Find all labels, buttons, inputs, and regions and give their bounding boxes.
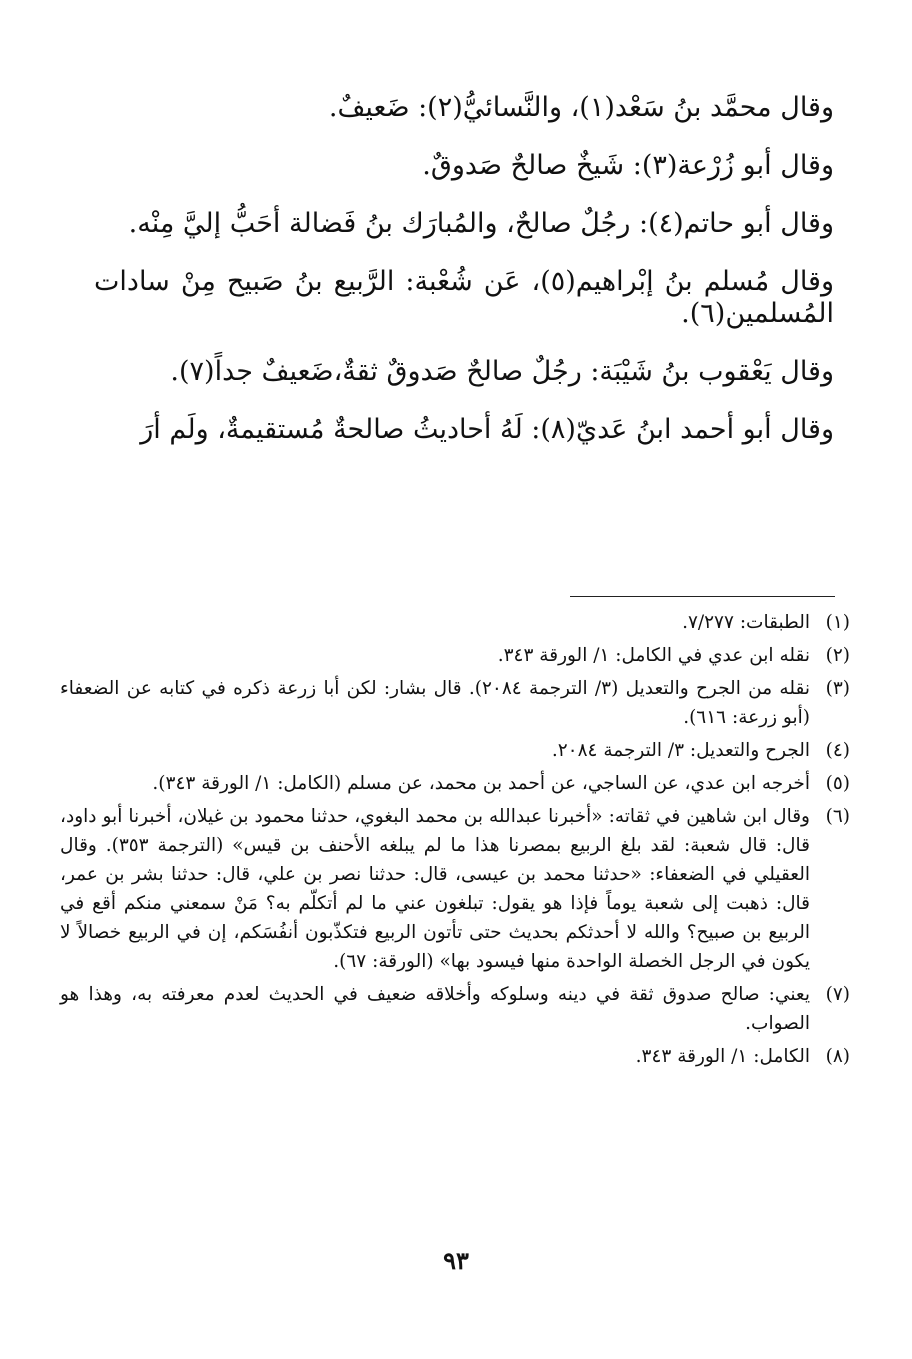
main-paragraph: وقال أبو زُرْعة(٣): شَيخٌ صالحٌ صَدوقٌ. bbox=[422, 150, 834, 181]
footnote-text: وقال ابن شاهين في ثقاته: «أخبرنا عبدالله بن محمد البغوي، حدثنا محمود بن غيلان، أخبرنا أبو داود، قال: قال شعبة: لقد بلغ الربيع بمصرنا هذا ما لم يبلغه الأحنف بن قيس» (الترجمة ٣٥٣). وقال العقيلي في الضعفاء: «حدثنا محمد بن عيسى، قال: حدثنا نصر بن علي، قال: حدثنا بشر بن عمر، قال: ذهبت إلى شعبة يوماً فإذا هو يقول: تبلغون عني ما لم أتكلّم به؟ مَنْ سمعني منكم أقع في الربيع بن صبيح؟ والله لا أحدثكم بحديث حتى تأتون الربيع فتكذّبون أنفُسَكم، إن في الربيع خصالاً لا يكون في الرجل الخصلة الواحدة منها فيسود بها» (الورقة: ٦٧). bbox=[60, 806, 810, 972]
footnote-number: (٧) bbox=[825, 984, 850, 1005]
main-paragraph: وقال يَعْقوب بنُ شَيْبَة: رجُلٌ صالحٌ صَدوقٌ ثقةٌ،ضَعيفٌ جداً(٧). bbox=[170, 356, 834, 387]
footnote-divider bbox=[570, 596, 835, 597]
footnote-text: الطبقات: ٧/٢٧٧. bbox=[682, 612, 810, 633]
footnote-item bbox=[60, 736, 850, 765]
footnotes bbox=[60, 608, 850, 1075]
footnote-number: (١) bbox=[825, 612, 850, 633]
footnote-number: (٨) bbox=[825, 1046, 850, 1067]
footnote-text: الكامل: ١/ الورقة ٣٤٣. bbox=[635, 1046, 810, 1067]
footnote-item bbox=[60, 608, 850, 637]
footnote-number: (٢) bbox=[825, 645, 850, 666]
footnote-number: (٥) bbox=[825, 773, 850, 794]
main-paragraph: وقال محمَّد بنُ سَعْد(١)، والنَّسائيُّ(٢): ضَعيفٌ. bbox=[328, 92, 834, 123]
footnote-number: (٤) bbox=[825, 740, 850, 761]
footnote-item bbox=[60, 641, 850, 670]
footnote-item bbox=[60, 802, 850, 976]
footnote-text: يعني: صالح صدوق ثقة في دينه وسلوكه وأخلاقه ضعيف في الحديث لعدم معرفته به، وهذا هو الصواب. bbox=[60, 984, 810, 1034]
footnote-text: نقله ابن عدي في الكامل: ١/ الورقة ٣٤٣. bbox=[497, 645, 810, 666]
main-paragraph: وقال مُسلم بنُ إبْراهيم(٥)، عَن شُعْبة: الرَّبيع بنُ صَبيح مِنْ سادات المُسلمين(٦). bbox=[94, 266, 834, 329]
footnote-item bbox=[60, 980, 850, 1038]
footnote-item bbox=[60, 1042, 850, 1071]
main-paragraph: وقال أبو أحمد ابنُ عَديّ(٨): لَهُ أحاديثُ صالحةٌ مُستقيمةٌ، ولَم أرَ bbox=[140, 414, 834, 445]
main-paragraph: وقال أبو حاتم(٤): رجُلٌ صالحٌ، والمُبارَك بنُ فَضالة أحَبُّ إليَّ مِنْه. bbox=[128, 208, 834, 239]
footnote-text: أخرجه ابن عدي، عن الساجي، عن أحمد بن محمد، عن مسلم (الكامل: ١/ الورقة ٣٤٣). bbox=[152, 773, 810, 794]
footnote-text: الجرح والتعديل: ٣/ الترجمة ٢٠٨٤. bbox=[551, 740, 810, 761]
footnote-item bbox=[60, 769, 850, 798]
footnote-text: نقله من الجرح والتعديل (٣/ الترجمة ٢٠٨٤). قال بشار: لكن أبا زرعة ذكره في كتابه عن الضعفاء (أبو زرعة: ٦١٦). bbox=[60, 678, 810, 728]
page-number: ٩٣ bbox=[443, 1246, 469, 1275]
footnote-item bbox=[60, 674, 850, 732]
footnote-number: (٣) bbox=[825, 678, 850, 699]
footnote-number: (٦) bbox=[825, 806, 850, 827]
main-text bbox=[94, 92, 834, 446]
